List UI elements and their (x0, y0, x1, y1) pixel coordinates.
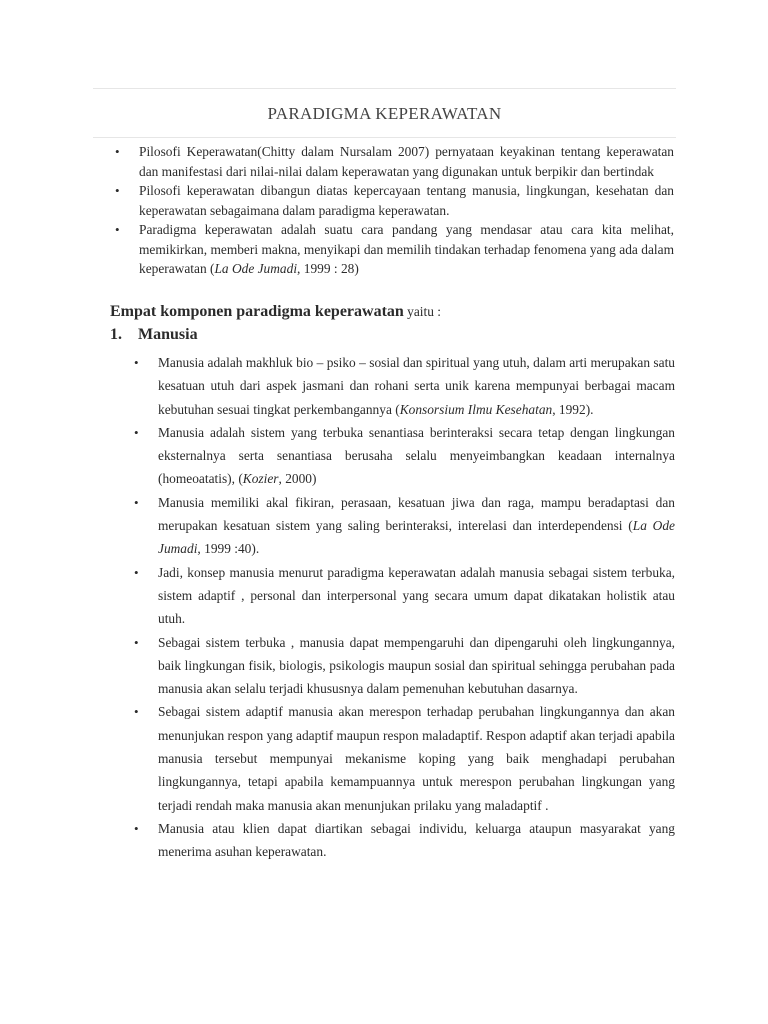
list-item: • Pilosofi keperawatan dibangun diatas kepercayaan tentang manusia, lingkungan, kesehatan dan keperawatan sebagaimana dalam paradigma keperawatan. (110, 181, 674, 220)
list-item: • Manusia adalah sistem yang terbuka senantiasa berinteraksi secara tetap dengan lingkungan eksternalnya serta senantiasa berusaha selalu menyeimbangkan keadaan internalnya (homeoatatis), (Kozier, 2000) (129, 421, 675, 491)
top-divider (93, 88, 676, 89)
list-item: • Manusia adalah makhluk bio – psiko – sosial dan spiritual yang utuh, dalam arti merupakan satu kesatuan utuh dari aspek jasmani dan rohani serta unik karena mempunyai berbagai macam kebutuhan sesuai tingkat perkembangannya (Konsorsium Ilmu Kesehatan, 1992). (129, 351, 675, 421)
page-title: PARADIGMA KEPERAWATAN (267, 104, 502, 123)
list-item: • Jadi, konsep manusia menurut paradigma keperawatan adalah manusia sebagai sistem terbuka, sistem adaptif , personal dan interpersonal yang secara umum dapat dikatakan holistik atau utuh. (129, 561, 675, 631)
list-item: • Pilosofi Keperawatan(Chitty dalam Nursalam 2007) pernyataan keyakinan tentang keperawatan dan manifestasi dari nilai-nilai dalam keperawatan yang digunakan untuk berpikir dan bertindak (110, 142, 674, 181)
intro-bullet-list (110, 142, 674, 279)
list-item: • Manusia memiliki akal fikiran, perasaan, kesatuan jiwa dan raga, mampu beradaptasi dan merupakan kesatuan sistem yang saling berinteraksi, interelasi dan interdependensi (La Ode Jumadi, 1999 :40). (129, 491, 675, 561)
list-item: • Sebagai sistem adaptif manusia akan merespon terhadap perubahan lingkungannya dan akan menunjukan respon yang adaptif maupun respon maladaptif. Respon adaptif akan terjadi apabila manusia tersebut mempunyai mekanisme koping yang baik menghadapi perubahan lingkungannya, tetapi apabila kemampuannya untuk merespon perubahan lingkungan yang terjadi rendah maka manusia akan menunjukan prilaku yang maladaptif . (129, 700, 675, 816)
manusia-bullet-list (129, 351, 675, 864)
section-heading: Empat komponen paradigma keperawatan yaitu : (110, 303, 442, 320)
list-item: • Sebagai sistem terbuka , manusia dapat mempengaruhi dan dipengaruhi oleh lingkungannya, baik lingkungan fisik, biologis, psikologis maupun sosial dan spiritual sehingga perubahan pada manusia akan selalu terjadi khususnya dalam pemenuhan kebutuhan dasarnya. (129, 631, 675, 701)
list-item: • Paradigma keperawatan adalah suatu cara pandang yang mendasar atau cara kita melihat, memikirkan, memberi makna, menyikapi dan memilih tindakan terhadap fenomena yang ada dalam keperawatan (La Ode Jumadi, 1999 : 28) (110, 220, 674, 279)
numbered-heading-manusia: 1. Manusia (110, 326, 198, 343)
list-item: • Manusia atau klien dapat diartikan sebagai individu, keluarga ataupun masyarakat yang menerima asuhan keperawatan. (129, 817, 675, 864)
title-divider (93, 137, 676, 138)
